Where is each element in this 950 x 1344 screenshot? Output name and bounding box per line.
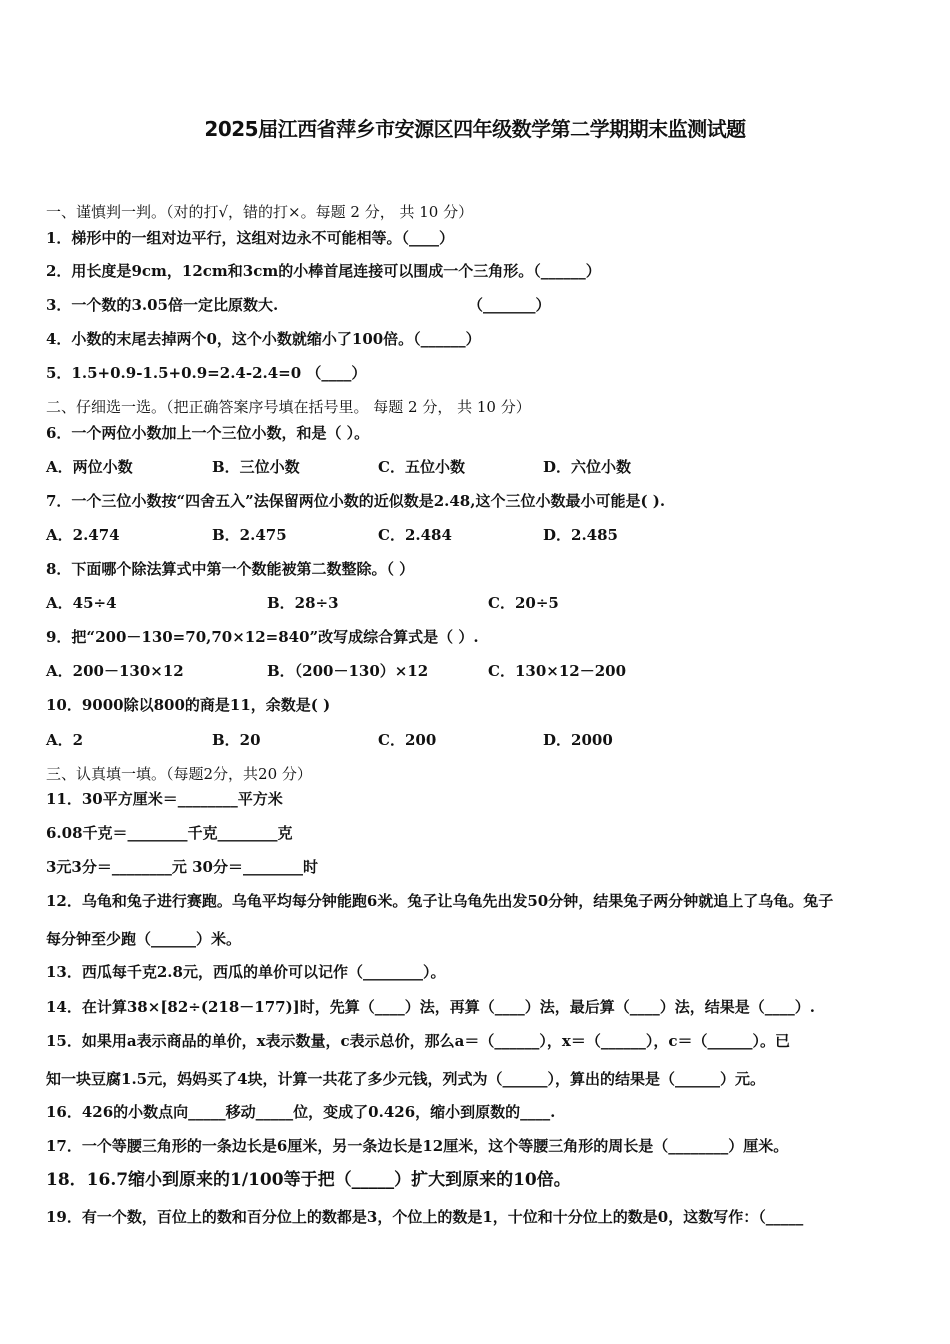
option: C．130×12－200 bbox=[488, 662, 627, 680]
option: A．2 bbox=[46, 731, 84, 749]
question-10: 10．9000除以800的商是11，余数是( ) bbox=[46, 696, 331, 714]
section2-heading: 二、仔细选一选。（把正确答案序号填在括号里。 每题 2 分， 共 10 分） bbox=[46, 398, 531, 416]
question-2: 2．用长度是9cm，12cm和3cm的小棒首尾连接可以围成一个三角形。（______） bbox=[46, 262, 601, 280]
question-9: 9．把“200－130=70,70×12=840”改写成综合算式是（ ）. bbox=[46, 628, 479, 646]
option: A．两位小数 bbox=[46, 458, 133, 476]
option: D．六位小数 bbox=[543, 458, 632, 476]
question-18: 18．16.7缩小到原来的1/100等于把（_____）扩大到原来的10倍。 bbox=[46, 1170, 571, 1190]
question-14: 14．在计算38×[82÷(218－177)]时，先算（____）法，再算（____）法，最后算（____）法，结果是（____）. bbox=[46, 998, 815, 1016]
question-11: 11．30平方厘米＝________平方米 bbox=[46, 790, 283, 808]
option: C．20÷5 bbox=[488, 594, 559, 612]
section1-heading: 一、谨慎判一判。（对的打√，错的打×。每题 2 分， 共 10 分） bbox=[46, 203, 474, 221]
question-11-line-3: 3元3分＝________元 30分＝________时 bbox=[46, 858, 318, 876]
option: D．2000 bbox=[543, 731, 613, 749]
question-12-line-2: 每分钟至少跑（______）米。 bbox=[46, 930, 242, 948]
question-3: 3．一个数的3.05倍一定比原数大. bbox=[46, 296, 279, 314]
option: D．2.485 bbox=[543, 526, 618, 544]
question-12: 12．乌龟和兔子进行赛跑。乌龟平均每分钟能跑6米。兔子让乌龟先出发50分钟，结果兔子两分钟就追上了乌龟。兔子 bbox=[46, 892, 834, 910]
question-1: 1．梯形中的一组对边平行，这组对边永不可能相等。（____） bbox=[46, 229, 454, 247]
question-6: 6．一个两位小数加上一个三位小数，和是（ ）。 bbox=[46, 424, 370, 442]
question-19: 19．有一个数，百位上的数和百分位上的数都是3，个位上的数是1，十位和十分位上的数是0，这数写作：（_____ bbox=[46, 1208, 804, 1226]
question-15-line-2: 知一块豆腐1.5元，妈妈买了4块，计算一共花了多少元钱，列式为（______），算出的结果是（______）元。 bbox=[46, 1070, 766, 1088]
question-11-line-2: 6.08千克＝________千克________克 bbox=[46, 824, 293, 842]
question-16: 16．426的小数点向_____移动_____位，变成了0.426，缩小到原数的____. bbox=[46, 1103, 556, 1121]
section3-heading: 三、认真填一填。（每题2分，共20 分） bbox=[46, 765, 312, 783]
question-4: 4．小数的末尾去掉两个0，这个小数就缩小了100倍。（______） bbox=[46, 330, 481, 348]
option: A．200－130×12 bbox=[46, 662, 184, 680]
question-7: 7．一个三位小数按“四舍五入”法保留两位小数的近似数是2.48,这个三位小数最小可能是( ). bbox=[46, 492, 666, 510]
page-title: 2025届江西省萍乡市安源区四年级数学第二学期期末监测试题 bbox=[204, 117, 746, 141]
option: B．28÷3 bbox=[267, 594, 339, 612]
option: B．三位小数 bbox=[212, 458, 300, 476]
question-17: 17．一个等腰三角形的一条边长是6厘米，另一条边长是12厘米，这个等腰三角形的周长是（________）厘米。 bbox=[46, 1137, 789, 1155]
option: B．2.475 bbox=[212, 526, 287, 544]
option: A．45÷4 bbox=[46, 594, 117, 612]
question-8: 8．下面哪个除法算式中第一个数能被第二数整除。（ ） bbox=[46, 560, 415, 578]
question-5: 5．1.5+0.9-1.5+0.9=2.4-2.4=0 （____） bbox=[46, 364, 367, 382]
option: C．五位小数 bbox=[378, 458, 465, 476]
question-13: 13．西瓜每千克2.8元，西瓜的单价可以记作（________）。 bbox=[46, 963, 446, 981]
option: C．2.484 bbox=[378, 526, 452, 544]
option: B．20 bbox=[212, 731, 261, 749]
option: C．200 bbox=[378, 731, 437, 749]
question-3-blank: （_______） bbox=[468, 296, 551, 314]
question-15: 15．如果用a表示商品的单价，x表示数量，c表示总价，那么a＝（______），x＝（______），c＝（______）。已 bbox=[46, 1032, 790, 1050]
option: B．（200－130）×12 bbox=[267, 662, 429, 680]
option: A．2.474 bbox=[46, 526, 120, 544]
